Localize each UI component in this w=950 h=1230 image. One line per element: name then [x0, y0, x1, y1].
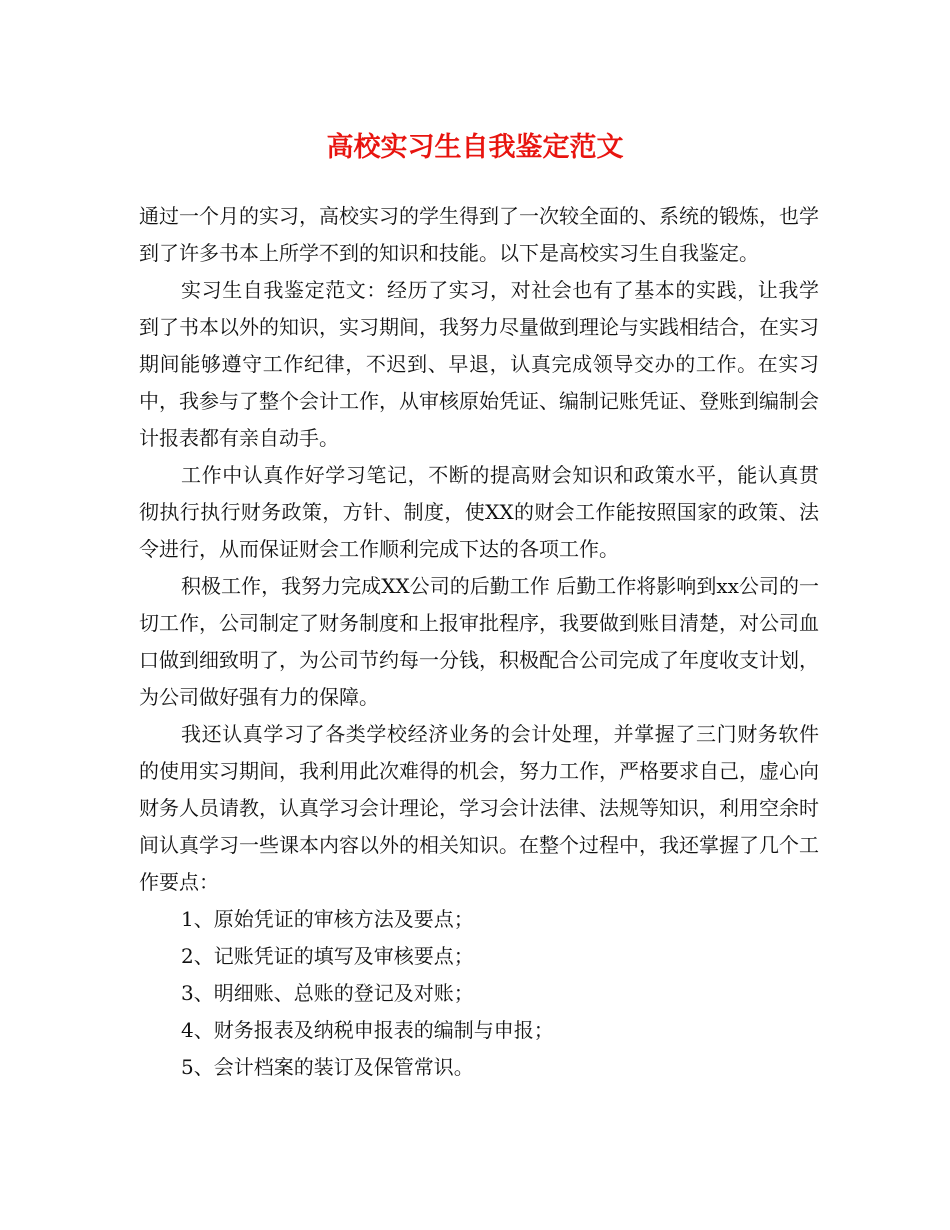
- list-item: 1、原始凭证的审核方法及要点；: [181, 907, 474, 931]
- list-item: 3、明细账、总账的登记及对账；: [181, 981, 474, 1005]
- list-item: 5、会计档案的装订及保管常识。: [181, 1055, 474, 1079]
- paragraph: 实习生自我鉴定范文：经历了实习，对社会也有了基本的实践，让我学到了书本以外的知识，实习期间，我努力尽量做到理论与实践相结合，在实习期间能够遵守工作纪律，不迟到、早退，认真完成领导交办的工作。在实习中，我参与了整个会计工作，从审核原始凭证、编制记账凭证、登账到编制会计报表都有亲自动手。: [139, 278, 819, 450]
- paragraph: 工作中认真作好学习笔记，不断的提高财会知识和政策水平，能认真贯彻执行执行财务政策，方针、制度，使XX的财会工作能按照国家的政策、法令进行，从而保证财会工作顺利完成下达的各项工作。: [139, 463, 819, 561]
- paragraph: 积极工作，我努力完成XX公司的后勤工作 后勤工作将影响到xx公司的一切工作，公司制定了财务制度和上报审批程序，我要做到账目清楚，对公司血口做到细致明了，为公司节约每一分钱，积极配合公司完成了年度收支计划，为公司做好强有力的保障。: [139, 574, 819, 709]
- paragraph: 我还认真学习了各类学校经济业务的会计处理，并掌握了三门财务软件的使用实习期间，我利用此次难得的机会，努力工作，严格要求自己，虚心向财务人员请教，认真学习会计理论，学习会计法律、法规等知识，利用空余时间认真学习一些课本内容以外的相关知识。在整个过程中，我还掌握了几个工作要点：: [139, 722, 819, 894]
- list-item: 4、财务报表及纳税申报表的编制与申报；: [181, 1018, 554, 1042]
- list-item: 2、记账凭证的填写及审核要点；: [181, 944, 474, 968]
- document-title: 高校实习生自我鉴定范文: [326, 132, 624, 163]
- document-body: [139, 198, 819, 1086]
- intro-paragraph: 通过一个月的实习，高校实习的学生得到了一次较全面的、系统的锻炼，也学到了许多书本上所学不到的知识和技能。以下是高校实习生自我鉴定。: [139, 204, 819, 265]
